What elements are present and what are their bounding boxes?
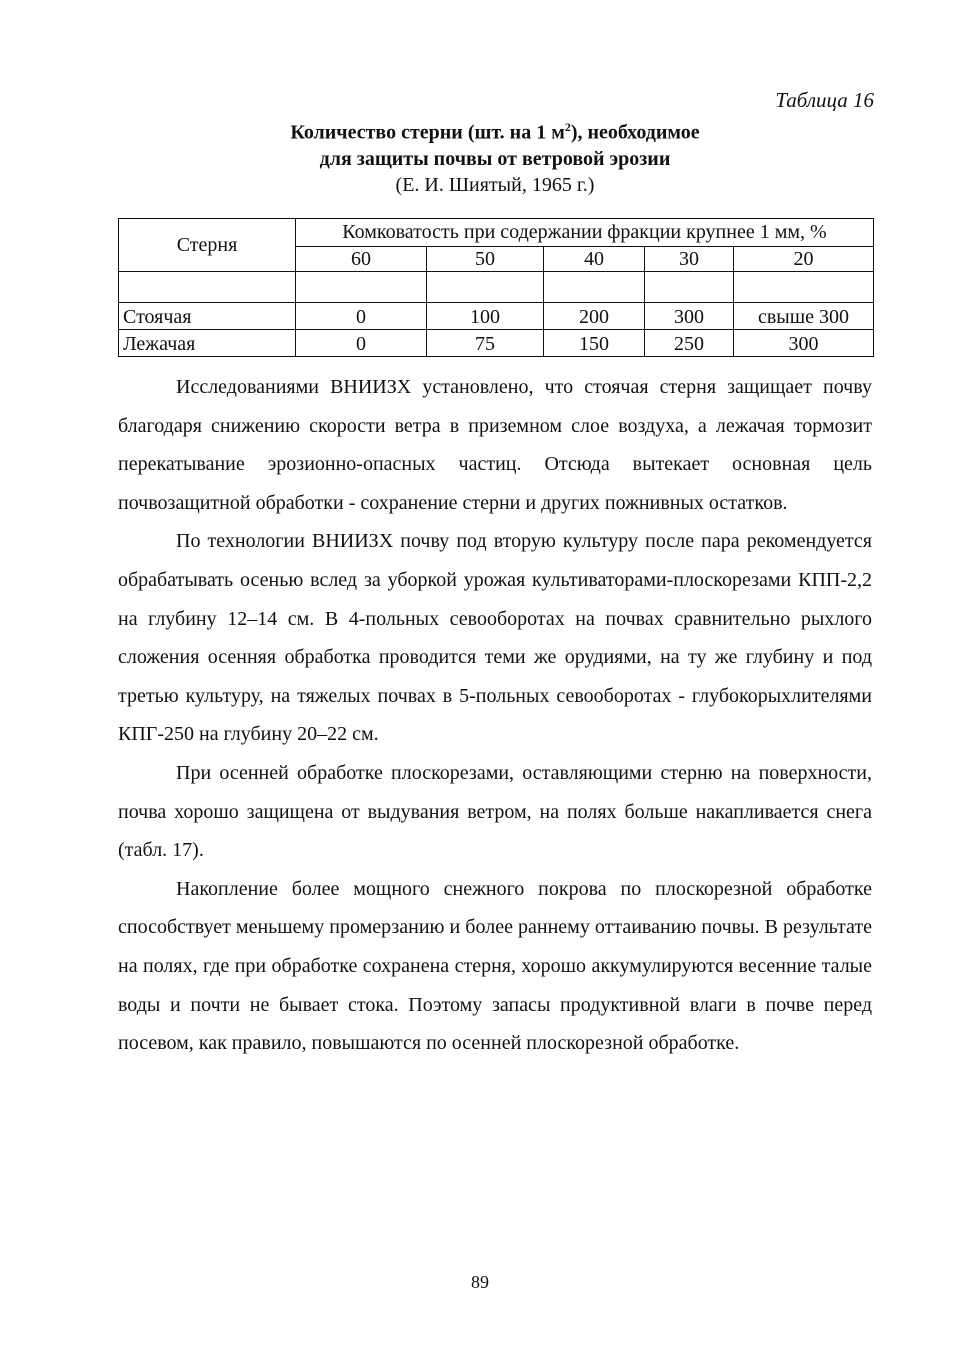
title-line-1 <box>118 114 872 146</box>
table-cell: 300 <box>734 330 874 357</box>
table-cell: 300 <box>645 303 734 330</box>
title-line-1-prefix: Количество стерни (шт. на 1 м <box>290 121 565 144</box>
body-text <box>118 368 872 1063</box>
header-row <box>119 219 874 247</box>
column-header: 40 <box>544 247 645 272</box>
title-superscript: 2 <box>564 120 571 134</box>
row-label: Стоячая <box>119 303 296 330</box>
stub-header: Стерня <box>119 219 296 272</box>
title-line-2: для защиты почвы от ветровой эрозии <box>319 147 671 170</box>
column-header: 30 <box>645 247 734 272</box>
table-cell: 0 <box>296 303 427 330</box>
table-cell: 150 <box>544 330 645 357</box>
table-row <box>119 330 874 357</box>
table-row <box>119 303 874 330</box>
column-header: 60 <box>296 247 427 272</box>
table-cell: 0 <box>296 330 427 357</box>
row-label: Лежачая <box>119 330 296 357</box>
spacer-row <box>119 272 874 303</box>
table-title <box>118 114 872 198</box>
paragraph: При осенней обработке плоскорезами, оставляющими стерню на поверхности, почва хорошо защищена от выдувания ветром, на полях больше накапливается снега (табл. 17). <box>118 761 872 862</box>
paragraph: Накопление более мощного снежного покрова по плоскорезной обработке способствует меньшему промерзанию и более раннему оттаиванию почвы. В результате на полях, где при обработке сохранена стерня, хорошо аккумулируются весенние талые воды и почти не бывает стока. Поэтому запасы продуктивной влаги в почве перед посевом, как правило, повышаются по осенней плоскорезной обработке. <box>118 877 872 1055</box>
paragraph: По технологии ВНИИЗХ почву под вторую культуру после пара рекомендуется обрабатывать осенью вслед за уборкой урожая культиваторами-плоскорезами КПП-2,2 на глубину 12–14 см. В 4-польных севооборотах на почвах сравнительно рыхлого сложения осенняя обработка проводится теми же орудиями, на ту же глубину и под третью культуру, на тяжелых почвах в 5-польных севооборотах - глубокорыхлителями КПГ-250 на глубину 20–22 см. <box>118 530 872 746</box>
group-header: Комковатость при содержании фракции крупнее 1 мм, % <box>296 219 874 247</box>
column-header: 50 <box>427 247 544 272</box>
title-line-1-suffix: ), необходимое <box>570 121 700 144</box>
column-header: 20 <box>734 247 874 272</box>
title-source: (Е. И. Шиятый, 1965 г.) <box>395 173 595 196</box>
table-cell: 100 <box>427 303 544 330</box>
page-number: 89 <box>471 1272 489 1292</box>
paragraph: Исследованиями ВНИИЗХ установлено, что стоячая стерня защищает почву благодаря снижению скорости ветра в приземном слое воздуха, а лежачая тормозит перекатывание эрозионно-опасных частиц. Отсюда вытекает основная цель почвозащитной обработки - сохранение стерни и других пожнивных остатков. <box>118 376 872 514</box>
table-cell: 75 <box>427 330 544 357</box>
table-cell: свыше 300 <box>734 303 874 330</box>
table-cell: 250 <box>645 330 734 357</box>
stubble-table <box>118 218 874 357</box>
table-label: Таблица 16 <box>775 88 874 112</box>
table-cell: 200 <box>544 303 645 330</box>
